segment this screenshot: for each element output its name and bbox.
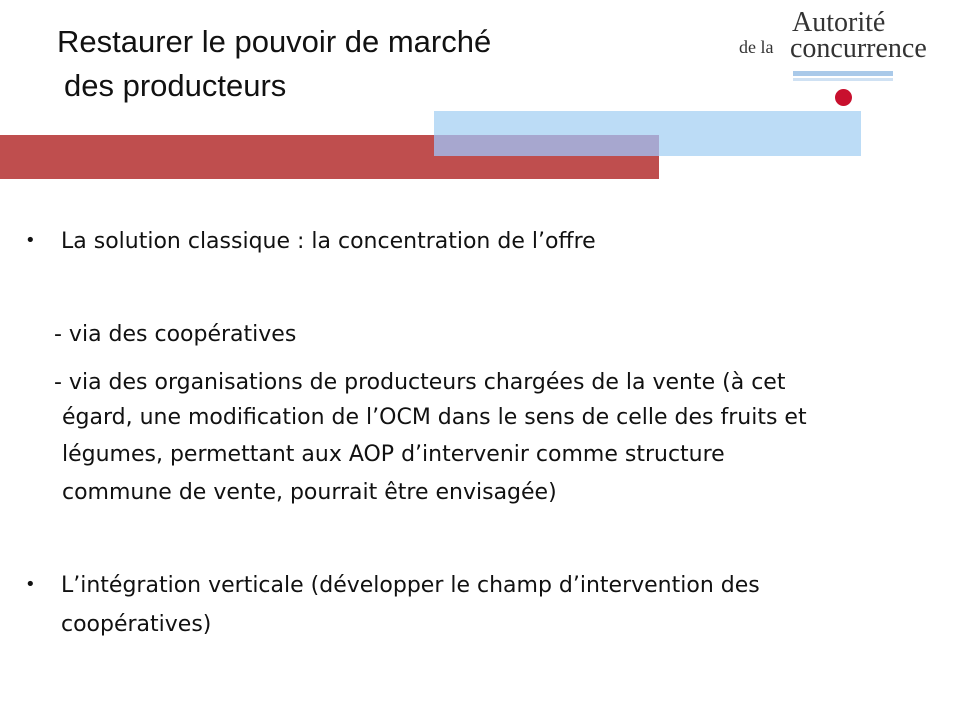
list-item-line: coopératives) <box>61 612 212 637</box>
slide-title-line-2: des producteurs <box>64 68 287 103</box>
logo-text-de-la: de la <box>739 37 774 57</box>
bullet-icon: • <box>25 574 36 595</box>
list-item-line: L’intégration verticale (développer le champ d’intervention des <box>61 573 760 598</box>
decorative-band-overlap <box>434 135 659 156</box>
logo-text-autorite: Autorité <box>792 7 886 38</box>
sub-item-line: commune de vente, pourrait être envisagée) <box>62 480 557 505</box>
list-item: La solution classique : la concentration de l’offre <box>61 229 596 254</box>
logo-red-dot-icon <box>835 89 852 106</box>
logo-underline-bar <box>793 71 893 76</box>
sub-item: - via des coopératives <box>54 322 297 347</box>
sub-item-line: légumes, permettant aux AOP d’intervenir comme structure <box>62 442 725 467</box>
logo-text-concurrence: concurrence <box>790 33 927 64</box>
sub-item-line: égard, une modification de l’OCM dans le sens de celle des fruits et <box>62 405 807 430</box>
sub-item-line: - via des organisations de producteurs chargées de la vente (à cet <box>54 370 786 395</box>
bullet-icon: • <box>25 230 36 251</box>
slide-title-line-1: Restaurer le pouvoir de marché <box>57 24 492 59</box>
logo-underline-bar-light <box>793 78 893 81</box>
